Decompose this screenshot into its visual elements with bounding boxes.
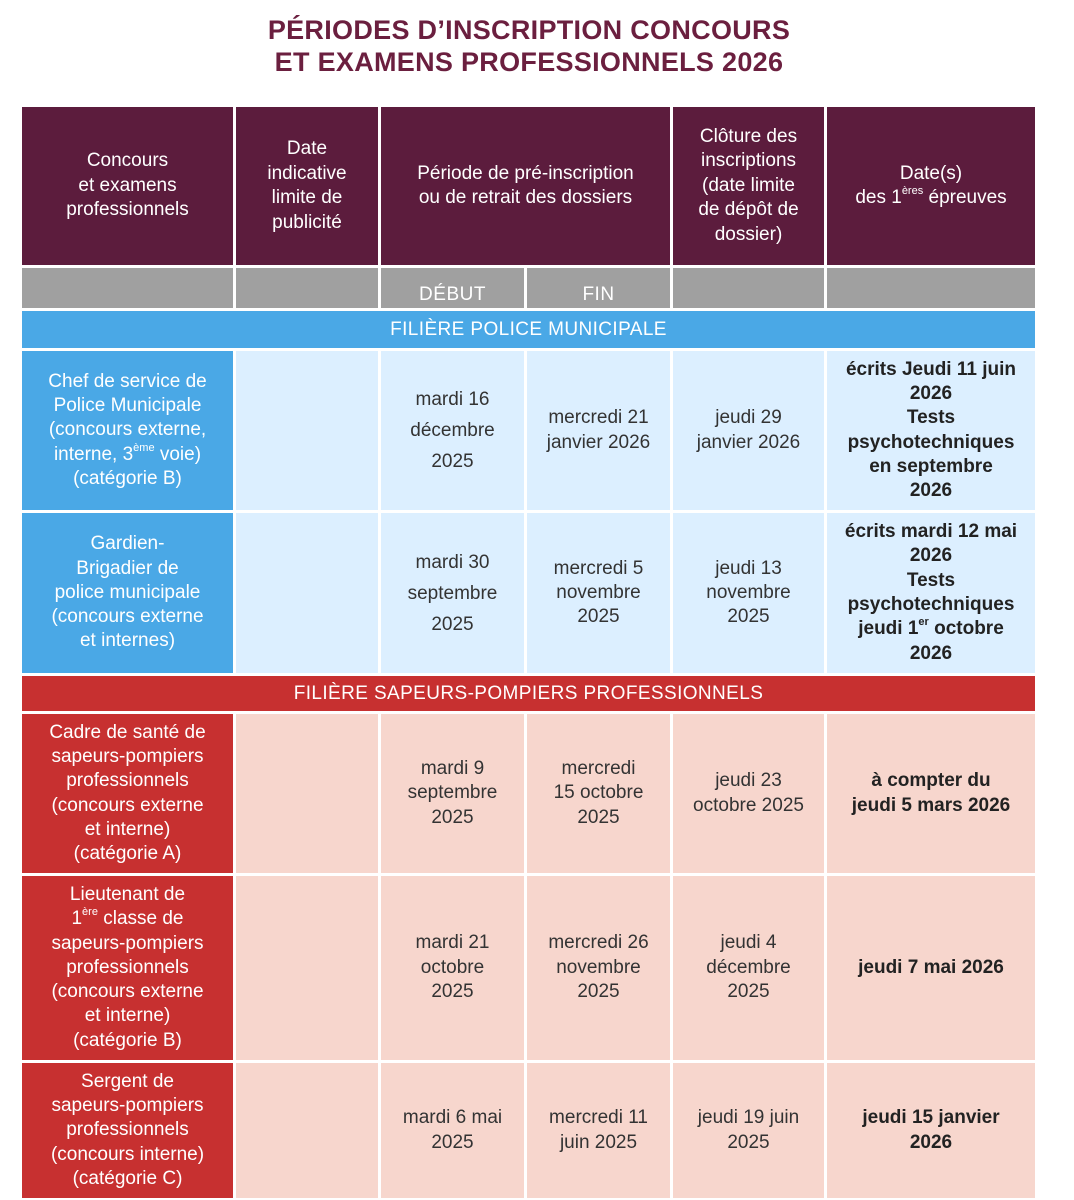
- title-line-1: PÉRIODES D’INSCRIPTION CONCOURS: [267, 15, 791, 45]
- row-epreuves: écrits mardi 12 mai 2026 Tests psychotechniques jeudi 1er octobre 2026: [827, 513, 1035, 673]
- row-name: Lieutenant de 1ère classe de sapeurs-pompiers professionnels (concours externe et interne) (catégorie B): [22, 876, 233, 1060]
- section-band-sapeurs-pompiers: FILIÈRE SAPEURS-POMPIERS PROFESSIONNELS: [22, 676, 1035, 711]
- row-name: Gardien- Brigadier de police municipale (concours externe et internes): [22, 513, 233, 673]
- row-fin: mercredi 11 juin 2025: [527, 1063, 670, 1198]
- row-debut: mardi 9 septembre 2025: [381, 714, 524, 873]
- header-epreuves-pre: Date(s) des 1: [855, 162, 963, 208]
- header-concours: Concours et examens professionnels: [22, 107, 233, 265]
- row-cloture: jeudi 29 janvier 2026: [673, 351, 824, 510]
- row-fin: mercredi 26 novembre 2025: [527, 876, 670, 1060]
- row-debut: mardi 21 octobre 2025: [381, 876, 524, 1060]
- subheader-empty-2: [236, 268, 378, 308]
- row-epreuves: jeudi 15 janvier 2026: [827, 1063, 1035, 1198]
- row-cloture: jeudi 13 novembre 2025: [673, 513, 824, 673]
- row-publicite: [236, 876, 378, 1060]
- row-name: Sergent de sapeurs-pompiers professionnels (concours interne) (catégorie C): [22, 1063, 233, 1198]
- header-epreuves-post: épreuves: [923, 187, 1007, 208]
- header-epreuves: [827, 107, 1035, 265]
- row-name: Cadre de santé de sapeurs-pompiers professionnels (concours externe et interne) (catégorie A): [22, 714, 233, 873]
- header-epreuves-sup: ères: [901, 185, 924, 197]
- subheader-empty-4: [827, 268, 1035, 308]
- subheader-empty-1: [22, 268, 233, 308]
- row-cloture: jeudi 19 juin 2025: [673, 1063, 824, 1198]
- section-band-police: FILIÈRE POLICE MUNICIPALE: [22, 311, 1035, 348]
- row-publicite: [236, 351, 378, 510]
- row-cloture: jeudi 4 décembre 2025: [673, 876, 824, 1060]
- title-line-2: ET EXAMENS PROFESSIONNELS 2026: [274, 47, 784, 77]
- row-epreuves: à compter du jeudi 5 mars 2026: [827, 714, 1035, 873]
- row-publicite: [236, 513, 378, 673]
- header-publicite: Date indicative limite de publicité: [236, 107, 378, 265]
- row-debut: mardi 30 septembre 2025: [381, 513, 524, 673]
- page-title: [0, 14, 1058, 78]
- row-fin: mercredi 5 novembre 2025: [527, 513, 670, 673]
- header-periode: Période de pré-inscription ou de retrait des dossiers: [381, 107, 670, 265]
- row-epreuves: jeudi 7 mai 2026: [827, 876, 1035, 1060]
- row-fin: mercredi 15 octobre 2025: [527, 714, 670, 873]
- subheader-fin: FIN: [527, 268, 670, 308]
- row-publicite: [236, 714, 378, 873]
- row-cloture: jeudi 23 octobre 2025: [673, 714, 824, 873]
- row-debut: mardi 16 décembre 2025: [381, 351, 524, 510]
- row-publicite: [236, 1063, 378, 1198]
- row-name: Chef de service de Police Municipale (concours externe, interne, 3ème voie) (catégorie B): [22, 351, 233, 510]
- row-epreuves: écrits Jeudi 11 juin 2026 Tests psychotechniques en septembre 2026: [827, 351, 1035, 510]
- subheader-empty-3: [673, 268, 824, 308]
- row-fin: mercredi 21 janvier 2026: [527, 351, 670, 510]
- registration-table: [22, 107, 1032, 1195]
- header-cloture: Clôture des inscriptions (date limite de dépôt de dossier): [673, 107, 824, 265]
- subheader-debut: DÉBUT: [381, 268, 524, 308]
- row-debut: mardi 6 mai 2025: [381, 1063, 524, 1198]
